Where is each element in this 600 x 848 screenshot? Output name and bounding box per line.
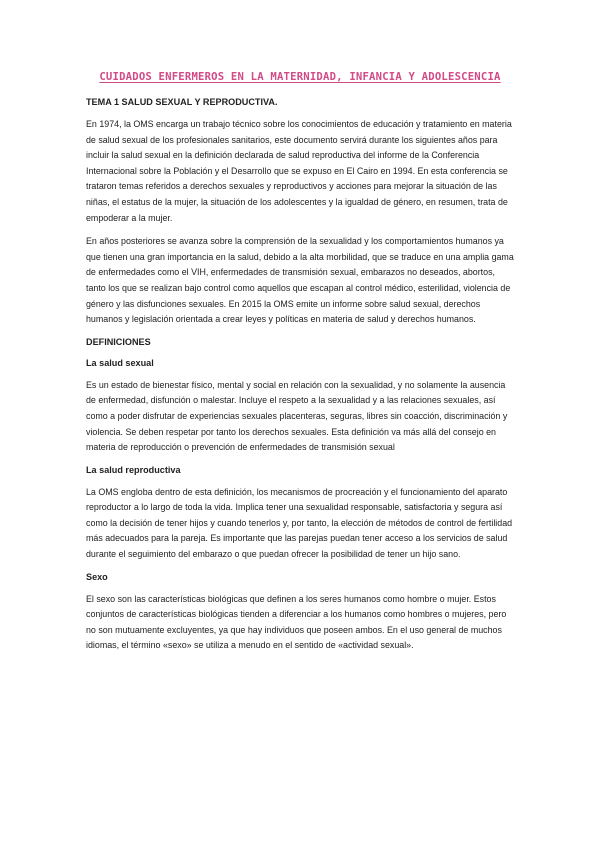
definition-term-salud-reproductiva: La salud reproductiva [86, 464, 181, 475]
document-page [86, 68, 514, 662]
definition-text-salud-sexual: Es un estado de bienestar físico, mental y social en relación con la sexualidad, y no solamente la ausencia de enfermedad, disfunción o malestar. Incluye el respeto a la sexualidad y a las relaciones sexuales, así como a poder disfrutar de experiencias sexuales placenteras, seguras, libres sin coacción, discriminación y violencia. Se deben respetar por tanto los derechos sexuales. Esta definición va más allá del consejo en materia de reproducción o prevención de enfermedades de transmisión sexual [86, 379, 508, 453]
definition-term-sexo: Sexo [86, 571, 108, 582]
document-title: CUIDADOS ENFERMEROS EN LA MATERNIDAD, INFANCIA Y ADOLESCENCIA [99, 71, 501, 83]
definition-term-salud-sexual: La salud sexual [86, 357, 154, 368]
definition-text-salud-reproductiva: La OMS engloba dentro de esta definición, los mecanismos de procreación y el funcionamiento del aparato reproductor a lo largo de toda la vida. Implica tener una sexualidad responsable, satisfactoria y segura así como la decisión de tener hijos y cuando tenerlos y, por tanto, la elección de métodos de control de fertilidad más adecuados para la pareja. Es importante que las parejas puedan tener acceso a los servicios de salud durante el seguimiento del embarazo o que puedan ofrecer la posibilidad de tener un hijo sano. [86, 486, 513, 560]
section-heading: TEMA 1 SALUD SEXUAL Y REPRODUCTIVA. [86, 97, 278, 107]
intro-paragraph-2: En años posteriores se avanza sobre la comprensión de la sexualidad y los comportamientos humanos ya que tienen una gran importancia en la salud, debido a la alta morbilidad, que se traduce en una amplia gama de enfermedades como el VIH, enfermedades de transmisión sexual, embarazos no deseados, abortos, tanto los que se realizan bajo control como aquellos que escapan al control médico, esterilidad, violencia de género y las disfunciones sexuales. En 2015 la OMS emite un informe sobre salud sexual, derechos humanos y legislación orientada a crear leyes y políticas en materia de salud y derechos humanos. [86, 236, 514, 325]
definitions-heading: DEFINICIONES [86, 336, 151, 347]
definition-text-sexo: El sexo son las características biológicas que definen a los seres humanos como hombre o mujer. Estos conjuntos de características biológicas tienden a diferenciar a los humanos como hombres o mujeres, pero no son mutuamente excluyentes, ya que hay individuos que poseen ambos. En el uso general de muchos idiomas, el término «sexo» se utiliza a menudo en el sentido de «actividad sexual». [86, 593, 507, 651]
intro-paragraph-1: En 1974, la OMS encarga un trabajo técnico sobre los conocimientos de educación y tratamiento en materia de salud sexual de los profesionales sanitarios, este documento servirá durante los siguientes años para incluir la salud sexual en la definición declarada de salud reproductiva del informe de la Conferencia Internacional sobre la Población y el Desarrollo que se expuso en El Cairo en 1994. En esta conferencia se trataron temas referidos a derechos sexuales y reproductivos y acciones para mejorar la situación de las niñas, el estatus de la mujer, la situación de los adolescentes y la igualdad de género, en resumen, trata de empoderar a la mujer. [86, 119, 512, 223]
